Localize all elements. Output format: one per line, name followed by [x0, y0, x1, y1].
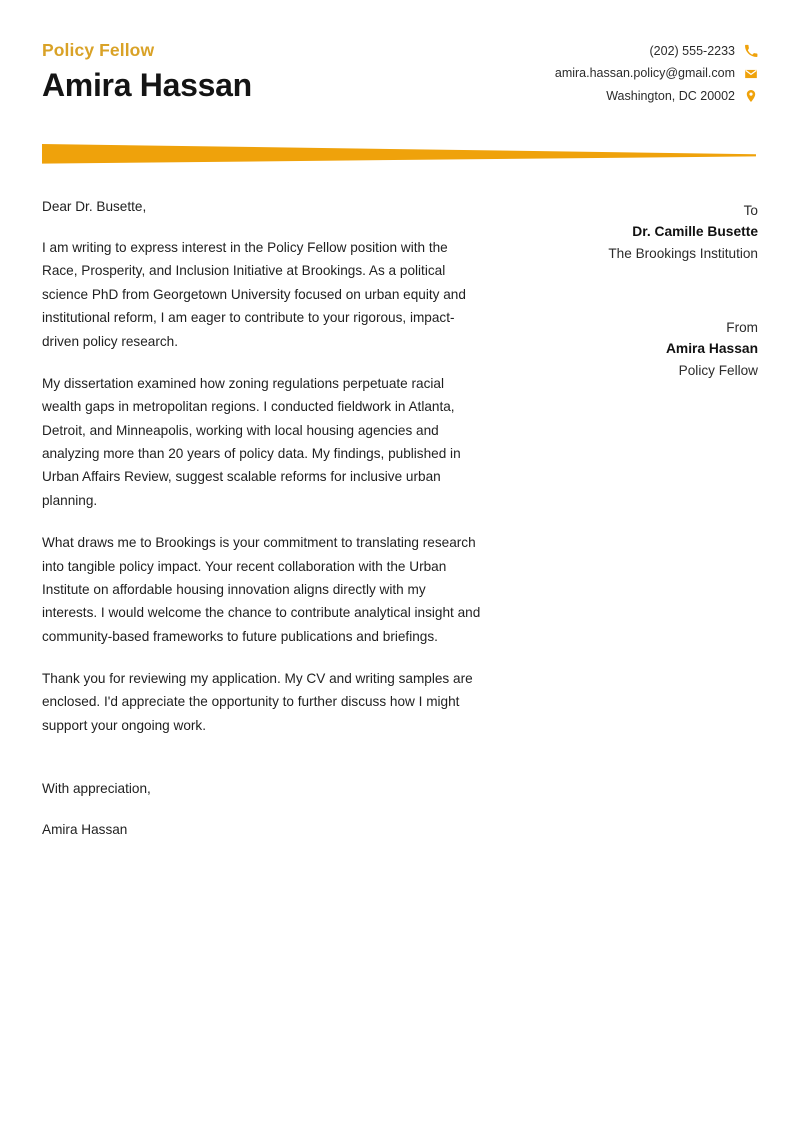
- letter-header: [42, 40, 758, 104]
- sender-name: Amira Hassan: [42, 67, 252, 103]
- body-paragraph-2: My dissertation examined how zoning regulations perpetuate racial wealth gaps in metropolitan regions. I conducted fieldwork in Atlanta, Detroit, and Minneapolis, working with local housing agencies and analyzing more than 20 years of policy data. My findings, published in Urban Affairs Review, suggest scalable reforms for inclusive urban planning.: [42, 375, 461, 508]
- contact-location[interactable]: [606, 89, 758, 103]
- recipient-label: To: [743, 203, 758, 218]
- body-paragraph-1: I am writing to express interest in the Policy Fellow position with the Race, Prosperity, and Inclusion Initiative at Brookings. As a political science PhD from Georgetown University focused on urban equity and institutional reform, I am eager to contribute to your rigorous, impact-driven policy research.: [42, 240, 466, 349]
- recipient-name: Dr. Camille Busette: [632, 224, 758, 240]
- sender-block: [666, 317, 758, 382]
- sender-label: From: [726, 319, 758, 335]
- salutation: Dear Dr. Busette,: [42, 199, 147, 214]
- accent-divider: [42, 144, 756, 166]
- signature-name: Amira Hassan: [42, 822, 128, 838]
- letter-text-column: [42, 196, 483, 840]
- contact-phone-text: (202) 555-2233: [649, 43, 735, 58]
- sender-identity: [42, 40, 252, 104]
- contact-list: [555, 40, 758, 103]
- sender-block-role: Policy Fellow: [678, 363, 758, 378]
- body-paragraph-3: What draws me to Brookings is your commitment to translating research into tangible policy impact. Your recent collaboration with the Urban Institute on affordable housing innovation aligns directly with my interests. I would welcome the chance to contribute analytical insight and community-based frameworks to future publications and briefings.: [42, 535, 481, 644]
- contact-phone[interactable]: [650, 44, 758, 58]
- recipient-organization: The Brookings Institution: [608, 246, 758, 262]
- closing-phrase: With appreciation,: [42, 781, 151, 797]
- map-pin-icon: [744, 89, 758, 103]
- body-paragraph-4: Thank you for reviewing my application. My CV and writing samples are enclosed. I'd appreciate the opportunity to further discuss how I might support your ongoing work.: [42, 671, 473, 733]
- letter-body: [42, 196, 758, 840]
- phone-icon: [744, 44, 758, 58]
- letter-meta-column: [584, 196, 758, 381]
- envelope-icon: [744, 67, 758, 81]
- sender-block-name: Amira Hassan: [665, 341, 758, 357]
- contact-location-text: Washington, DC 20002: [606, 88, 735, 103]
- recipient-block: [608, 200, 758, 265]
- role-title: Policy Fellow: [42, 40, 155, 60]
- closing-block: [42, 778, 483, 840]
- contact-email[interactable]: [555, 67, 758, 81]
- contact-email-text: amira.hassan.policy@gmail.com: [554, 66, 735, 81]
